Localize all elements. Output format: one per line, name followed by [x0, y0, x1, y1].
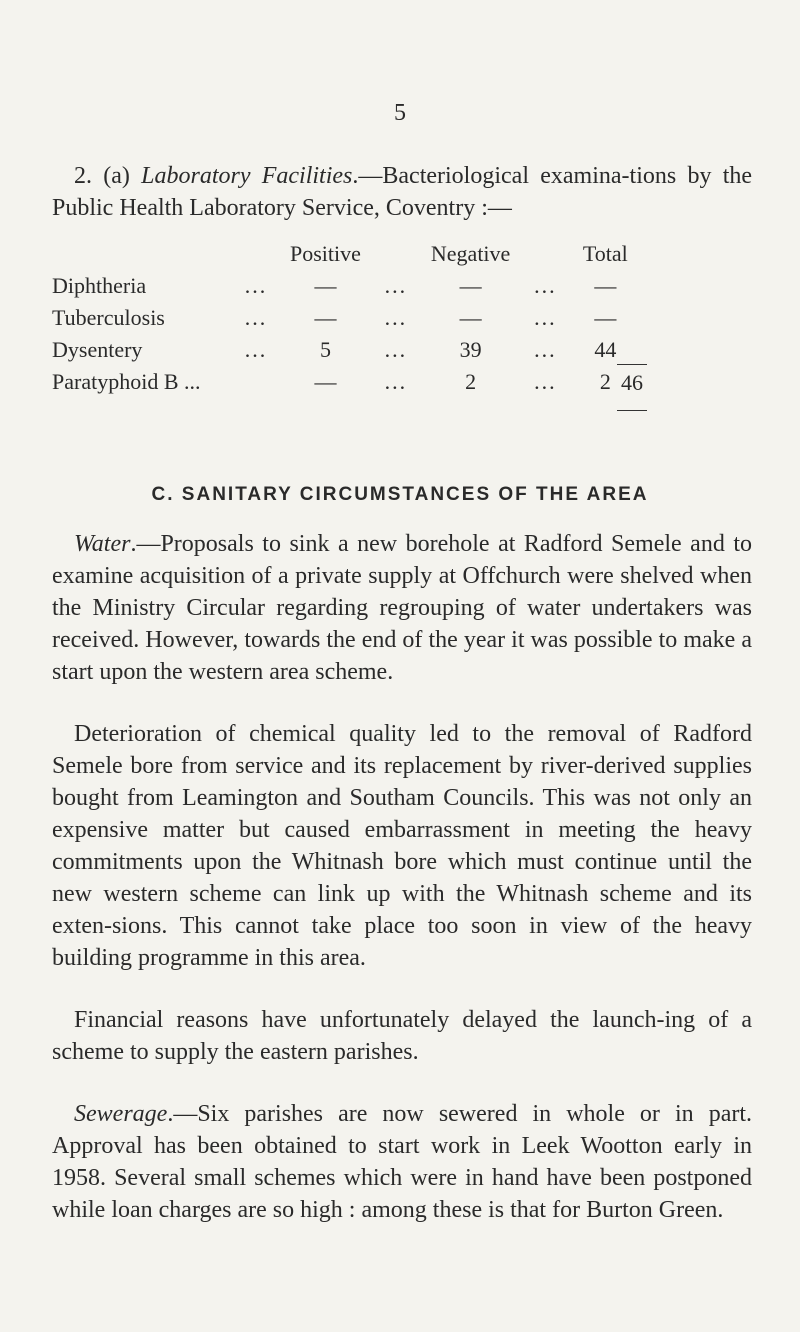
row-positive: 5: [319, 337, 331, 362]
row-dots: ...: [384, 369, 408, 394]
paragraph-body: .—Proposals to sink a new borehole at Radford Semele and to examine acquisition of a private supply at Offchurch were shelved when the Ministry Circular regarding regrouping of water undertakers was received. However, towards the end of the year it was possible to make a start upon the western area scheme.: [52, 531, 752, 685]
row-dots: ...: [534, 305, 557, 330]
total-rule-top: [617, 364, 647, 365]
total-rule-bottom: [617, 410, 647, 411]
row-total: 2: [599, 369, 611, 394]
row-dots: ...: [534, 369, 557, 394]
paragraph-deterioration: [52, 718, 752, 974]
row-name: Dysentery: [52, 337, 143, 362]
intro-text: [52, 160, 752, 224]
header-total: Total: [582, 241, 628, 266]
paragraph-sewerage: [52, 1098, 752, 1226]
row-dots: ...: [244, 305, 268, 330]
paragraph-lead: Water: [74, 531, 131, 557]
row-positive: —: [314, 369, 337, 394]
paragraph-body: .—Six parishes are now sewered in whole or in part. Approval has been obtained to start work in Leek Wootton early in 1958. Several small schemes which were in hand have been postponed while loan charges are so high : among these is that for Burton Green.: [52, 1101, 752, 1223]
row-name: Paratyphoid B ...: [52, 369, 201, 394]
row-dots: ...: [384, 305, 408, 330]
intro-prefix: 2. (a): [74, 163, 142, 189]
row-negative: 2: [465, 369, 477, 394]
row-negative: 39: [459, 337, 482, 362]
row-dots: ...: [244, 273, 268, 298]
row-dots: ...: [534, 273, 557, 298]
page-number: 5: [394, 100, 406, 126]
row-total: —: [594, 305, 617, 330]
paragraph-water: [52, 528, 752, 688]
row-dots: ...: [244, 337, 268, 362]
paragraph-financial: [52, 1004, 752, 1068]
row-negative: —: [459, 305, 482, 330]
row-name: Diphtheria: [52, 273, 147, 298]
paragraph-text: [52, 1098, 752, 1226]
row-positive: —: [314, 305, 337, 330]
paragraph-body: Deterioration of chemical quality led to the removal of Radford Semele bore from service and its replacement by river-derived supplies bought from Leamington and Southam Councils. This was not only an expensive matter but caused embarrassment in meeting the heavy commitments upon the Whitnash bore which must continue until the new western scheme can link up with the Whitnash scheme and its exten-sions. This cannot take place too soon in view of the heavy building programme in this area.: [52, 721, 752, 971]
row-name: Tuberculosis: [52, 305, 165, 330]
row-total: 44: [594, 337, 617, 362]
row-dots: [222, 366, 290, 398]
table-row: [52, 366, 630, 398]
intro-title: Laboratory Facilities: [141, 163, 353, 189]
row-total: —: [594, 273, 617, 298]
row-dots: ...: [384, 337, 408, 362]
row-negative: —: [459, 273, 482, 298]
paragraph-lead: Sewerage: [74, 1101, 168, 1127]
table-row: [52, 270, 630, 302]
row-dots: ...: [534, 337, 557, 362]
paragraph-text: [52, 1004, 752, 1068]
row-positive: —: [314, 273, 337, 298]
paragraph-text: [52, 528, 752, 688]
table-row: [52, 334, 630, 366]
grand-total: 46: [621, 370, 643, 395]
intro-body: .—Bacteriological examina-tions by the Public Health Laboratory Service, Coventry :—: [52, 163, 753, 221]
paragraph-body: Financial reasons have unfortunately delayed the launch-ing of a scheme to supply the eastern parishes.: [52, 1007, 752, 1065]
header-negative: Negative: [430, 241, 511, 266]
intro-paragraph: [52, 160, 752, 224]
header-positive: Positive: [290, 241, 361, 266]
row-dots: ...: [384, 273, 408, 298]
table-header-row: [52, 238, 630, 270]
section-heading: C. SANITARY CIRCUMSTANCES OF THE AREA: [151, 484, 649, 505]
table-row: [52, 302, 630, 334]
lab-results-table: [52, 238, 630, 398]
paragraph-text: [52, 718, 752, 974]
